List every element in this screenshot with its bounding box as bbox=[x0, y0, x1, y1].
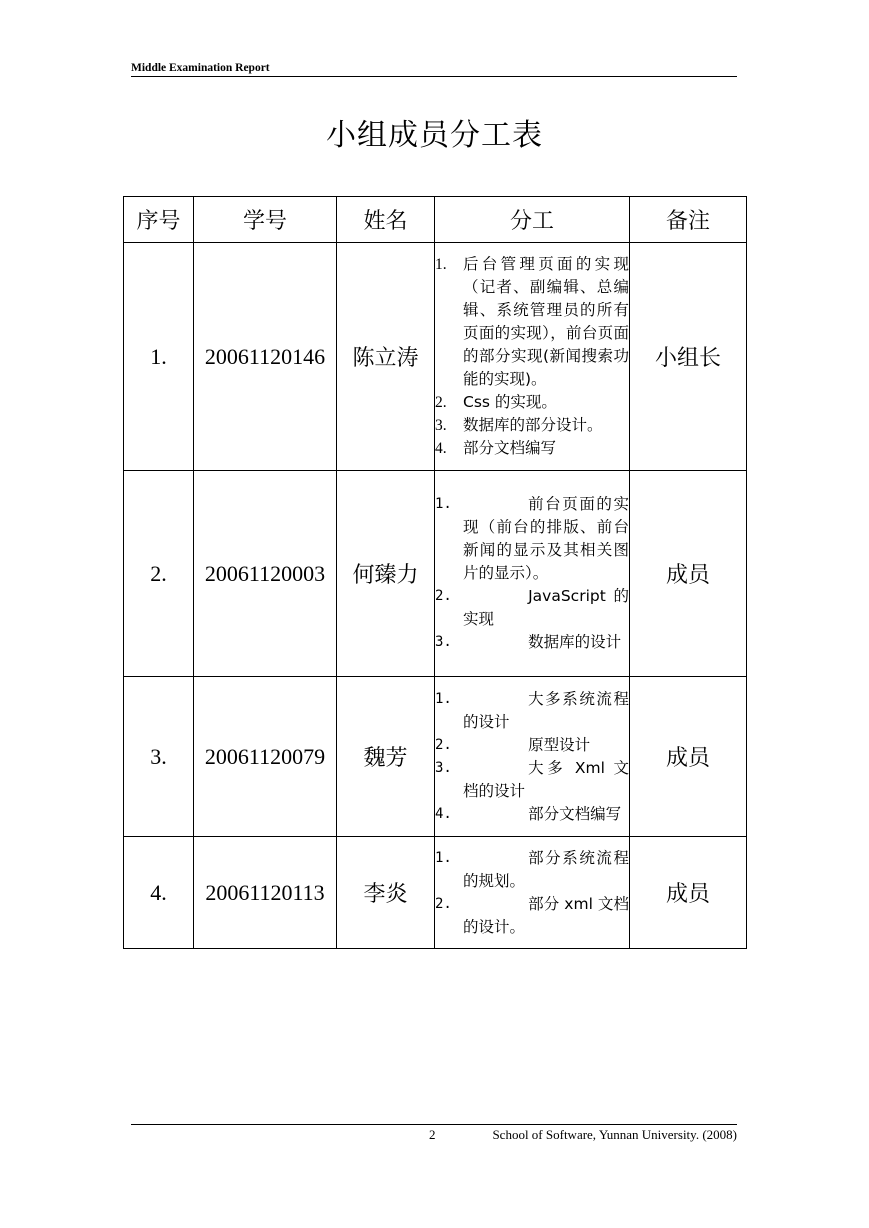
member-task-table bbox=[123, 196, 747, 949]
row-name: 李炎 bbox=[337, 837, 435, 949]
task-number: 1. bbox=[435, 849, 452, 866]
header-student-id: 学号 bbox=[194, 197, 337, 243]
row-index: 4. bbox=[124, 837, 194, 949]
task-number: 2. bbox=[435, 588, 452, 604]
task-item bbox=[435, 734, 629, 757]
task-item bbox=[435, 585, 629, 631]
task-number: 4. bbox=[435, 805, 452, 822]
row-student-id: 20061120003 bbox=[194, 471, 337, 677]
page-footer bbox=[131, 1124, 737, 1147]
row-index: 3. bbox=[124, 677, 194, 837]
task-text: Css 的实现。 bbox=[463, 393, 557, 411]
row-tasks bbox=[435, 471, 630, 677]
task-item bbox=[435, 893, 629, 939]
task-list bbox=[435, 253, 629, 460]
task-number: 3. bbox=[435, 759, 452, 776]
page-header: Middle Examination Report bbox=[131, 62, 737, 77]
task-text: 后台管理页面的实现（记者、副编辑、总编辑、系统管理员的所有页面的实现），前台页面的部分实现(新闻搜索功能的实现)。 bbox=[463, 255, 629, 388]
task-text: 部分文档编写 bbox=[528, 804, 622, 823]
task-item bbox=[435, 493, 629, 585]
task-text: JavaScript 的实现 bbox=[463, 587, 629, 628]
task-text: 数据库的设计 bbox=[528, 633, 622, 651]
task-number: 3. bbox=[435, 634, 452, 650]
task-item bbox=[435, 803, 629, 826]
task-list bbox=[435, 493, 629, 654]
task-text: 部分 xml 文档的设计。 bbox=[463, 894, 629, 936]
row-remark: 小组长 bbox=[630, 243, 747, 471]
task-number: 1. bbox=[435, 256, 447, 273]
task-number: 1. bbox=[435, 690, 452, 707]
footer-organization: School of Software, Yunnan University. (2008) bbox=[492, 1127, 737, 1142]
header-index: 序号 bbox=[124, 197, 194, 243]
task-item bbox=[435, 847, 629, 893]
task-list bbox=[435, 688, 629, 826]
row-remark: 成员 bbox=[630, 677, 747, 837]
row-student-id: 20061120113 bbox=[194, 837, 337, 949]
task-item bbox=[435, 391, 629, 414]
table-row bbox=[124, 243, 747, 471]
task-number: 2. bbox=[435, 736, 452, 753]
row-index: 2. bbox=[124, 471, 194, 677]
task-text: 大多系统流程的设计 bbox=[463, 689, 629, 731]
table-row bbox=[124, 471, 747, 677]
task-number: 4. bbox=[435, 440, 447, 457]
table-row bbox=[124, 837, 747, 949]
row-name: 陈立涛 bbox=[337, 243, 435, 471]
page-number: 2 bbox=[429, 1127, 436, 1142]
row-student-id: 20061120146 bbox=[194, 243, 337, 471]
task-item bbox=[435, 757, 629, 803]
header-name: 姓名 bbox=[337, 197, 435, 243]
row-remark: 成员 bbox=[630, 471, 747, 677]
table-header-row bbox=[124, 197, 747, 243]
table-row bbox=[124, 677, 747, 837]
task-item bbox=[435, 631, 629, 654]
row-tasks bbox=[435, 677, 630, 837]
task-text: 部分系统流程的规划。 bbox=[463, 848, 629, 890]
task-text: 大多 Xml 文档的设计 bbox=[463, 758, 629, 800]
task-item bbox=[435, 688, 629, 734]
row-index: 1. bbox=[124, 243, 194, 471]
task-list bbox=[435, 847, 629, 939]
task-text: 前台页面的实现（前台的排版、前台新闻的显示及其相关图片的显示）。 bbox=[463, 495, 629, 582]
task-text: 原型设计 bbox=[528, 735, 591, 754]
header-tasks: 分工 bbox=[435, 197, 630, 243]
task-text: 部分文档编写 bbox=[463, 439, 557, 457]
task-item bbox=[435, 437, 629, 460]
row-student-id: 20061120079 bbox=[194, 677, 337, 837]
task-number: 2. bbox=[435, 895, 452, 912]
row-tasks bbox=[435, 837, 630, 949]
task-item bbox=[435, 414, 629, 437]
row-name: 魏芳 bbox=[337, 677, 435, 837]
row-tasks bbox=[435, 243, 630, 471]
task-number: 1. bbox=[435, 496, 452, 512]
task-number: 3. bbox=[435, 417, 447, 434]
task-text: 数据库的部分设计。 bbox=[463, 416, 603, 434]
task-item bbox=[435, 253, 629, 391]
row-remark: 成员 bbox=[630, 837, 747, 949]
header-remarks: 备注 bbox=[630, 197, 747, 243]
row-name: 何臻力 bbox=[337, 471, 435, 677]
page-title: 小组成员分工表 bbox=[326, 118, 543, 153]
task-number: 2. bbox=[435, 394, 447, 411]
